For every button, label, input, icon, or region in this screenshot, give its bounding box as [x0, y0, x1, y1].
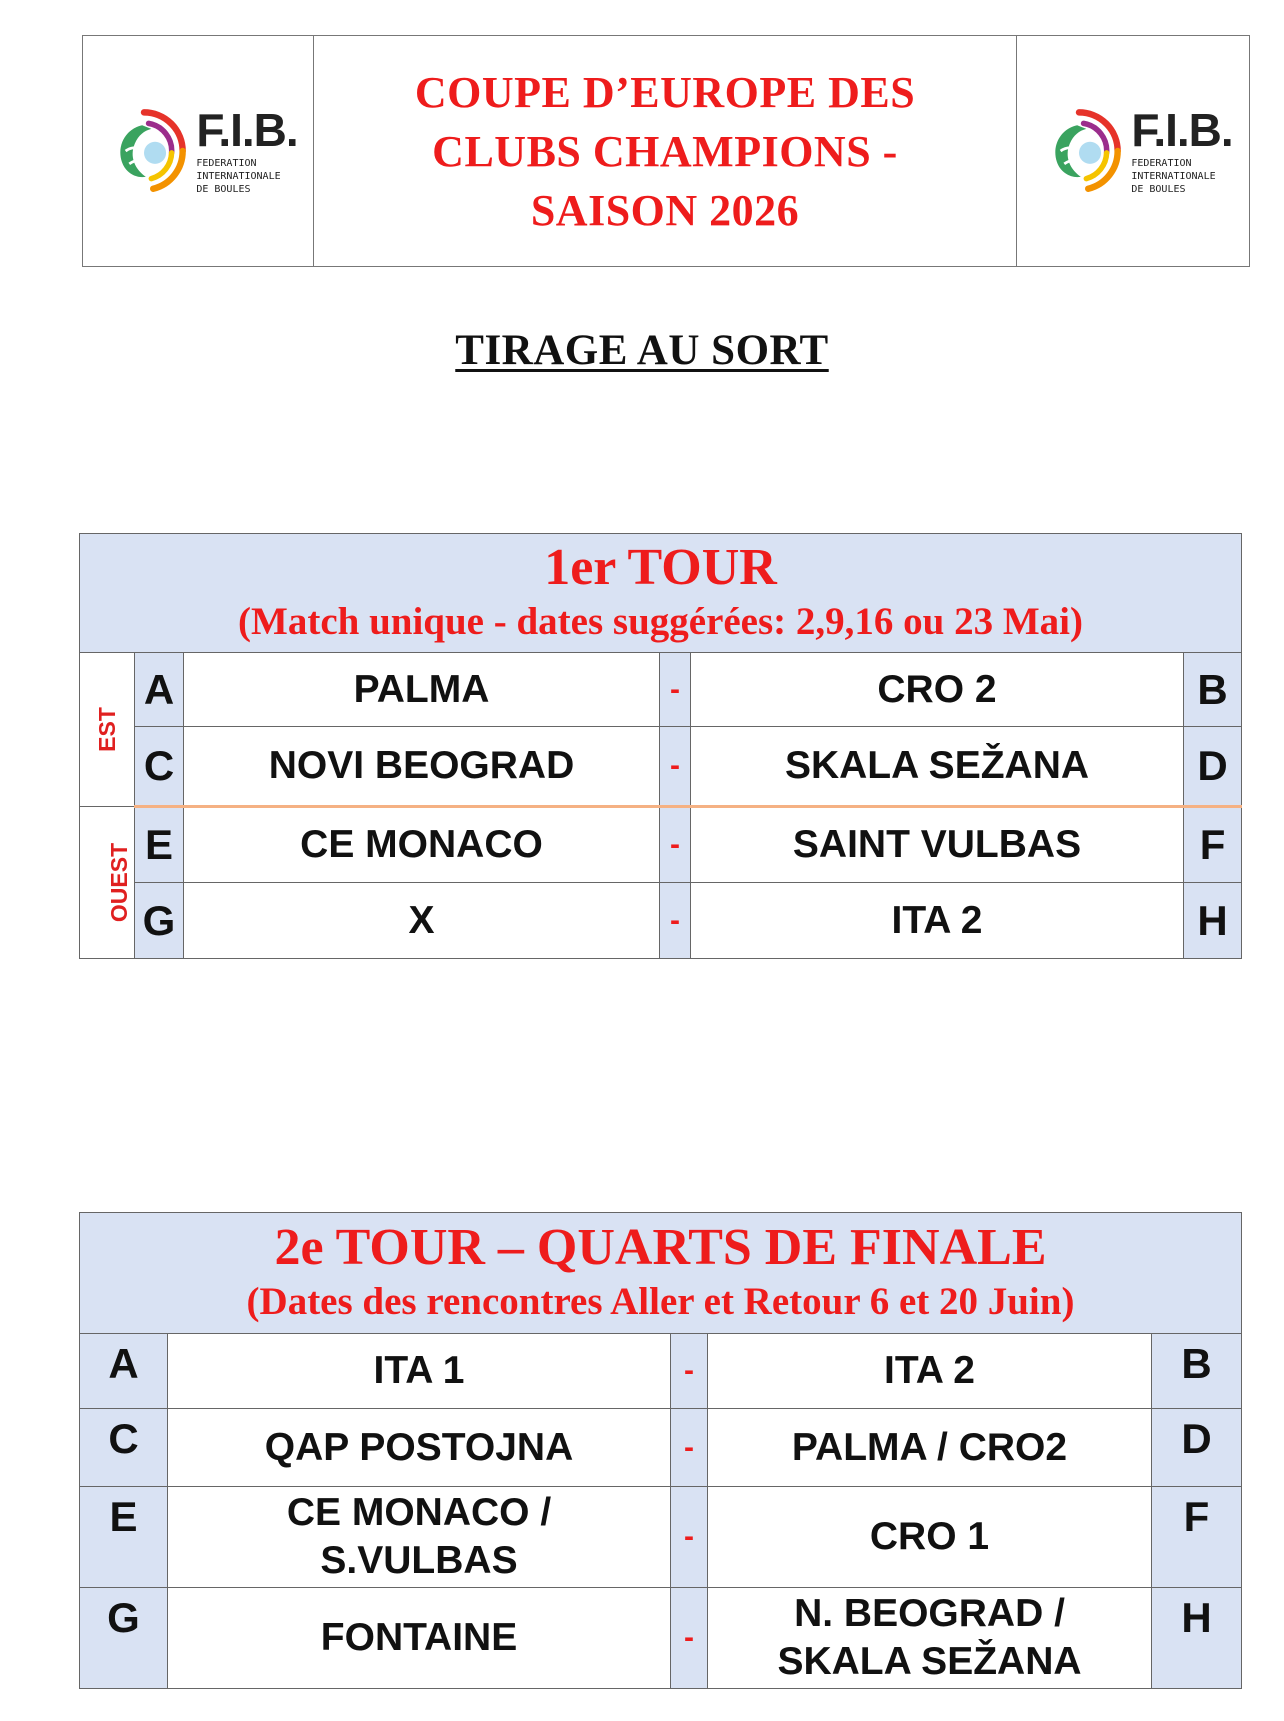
right-letter: D — [1152, 1409, 1242, 1487]
home-team: ITA 1 — [168, 1334, 671, 1409]
round1-title: 1er TOUR — [544, 539, 777, 596]
round1-header — [80, 534, 1242, 653]
right-letter: F — [1184, 807, 1242, 883]
home-team: FONTAINE — [168, 1588, 671, 1689]
right-letter: B — [1184, 653, 1242, 727]
right-letter: B — [1152, 1334, 1242, 1409]
logo-abbreviation: F.I.B. — [1131, 103, 1233, 156]
home-team: X — [184, 883, 660, 959]
logo-line: DE BOULES — [1131, 183, 1186, 195]
left-letter: A — [135, 653, 184, 727]
right-letter: H — [1184, 883, 1242, 959]
away-team: PALMA / CRO2 — [708, 1409, 1152, 1487]
round2-subtitle: (Dates des rencontres Aller et Retour 6 et 20 Juin) — [246, 1280, 1075, 1323]
fib-boule-icon — [98, 105, 190, 197]
away-team: SKALA SEŽANA — [691, 727, 1184, 807]
title-line: CLUBS CHAMPIONS - — [432, 126, 898, 176]
left-letter: G — [135, 883, 184, 959]
home-team: CE MONACO / S.VULBAS — [168, 1487, 671, 1588]
table-row — [80, 1409, 1242, 1487]
title-line: SAISON 2026 — [530, 185, 800, 235]
logo-left — [83, 36, 313, 266]
match-separator: - — [660, 727, 691, 807]
fib-boule-icon — [1033, 105, 1125, 197]
table-row — [80, 807, 1242, 883]
zone-label-est: EST — [80, 653, 135, 807]
table-row — [80, 1487, 1242, 1588]
right-letter: D — [1184, 727, 1242, 807]
draw-title-text: TIRAGE AU SORT — [455, 327, 829, 374]
match-separator: - — [660, 883, 691, 959]
away-team: ITA 2 — [708, 1334, 1152, 1409]
match-separator: - — [660, 807, 691, 883]
home-team: PALMA — [184, 653, 660, 727]
table-row — [80, 1588, 1242, 1689]
table-row — [80, 727, 1242, 807]
zone-label-ouest: OUEST — [80, 807, 135, 959]
right-letter: H — [1152, 1588, 1242, 1689]
logo-right — [1017, 36, 1249, 266]
fib-logo — [1033, 105, 1232, 197]
away-team: ITA 2 — [691, 883, 1184, 959]
away-team: SAINT VULBAS — [691, 807, 1184, 883]
round1-subtitle: (Match unique - dates suggérées: 2,9,16 ou 23 Mai) — [238, 600, 1083, 643]
away-team: CRO 1 — [708, 1487, 1152, 1588]
logo-line: FEDERATION — [1131, 157, 1192, 169]
right-letter: F — [1152, 1487, 1242, 1588]
match-separator: - — [671, 1588, 708, 1689]
logo-line: DE BOULES — [196, 183, 251, 195]
left-letter: C — [80, 1409, 168, 1487]
logo-line: INTERNATIONALE — [196, 170, 281, 182]
away-team: N. BEOGRAD / SKALA SEŽANA — [708, 1588, 1152, 1689]
title-line: COUPE D’EUROPE DES — [414, 67, 916, 117]
left-letter: E — [80, 1487, 168, 1588]
left-letter: A — [80, 1334, 168, 1409]
round2-table — [79, 1212, 1242, 1689]
left-letter: G — [80, 1588, 168, 1689]
match-separator: - — [671, 1487, 708, 1588]
match-separator: - — [671, 1334, 708, 1409]
table-row — [80, 883, 1242, 959]
round2-header — [80, 1213, 1242, 1334]
left-letter: C — [135, 727, 184, 807]
home-team: NOVI BEOGRAD — [184, 727, 660, 807]
logo-line: INTERNATIONALE — [1131, 170, 1216, 182]
home-team: CE MONACO — [184, 807, 660, 883]
table-row — [80, 1334, 1242, 1409]
away-team: CRO 2 — [691, 653, 1184, 727]
fib-logo — [98, 105, 297, 197]
draw-title — [0, 326, 1284, 375]
match-separator: - — [671, 1409, 708, 1487]
round2-title: 2e TOUR – QUARTS DE FINALE — [274, 1219, 1047, 1276]
table-row — [80, 653, 1242, 727]
round1-table — [79, 533, 1242, 959]
header-box — [82, 35, 1250, 267]
home-team: QAP POSTOJNA — [168, 1409, 671, 1487]
left-letter: E — [135, 807, 184, 883]
logo-line: FEDERATION — [196, 157, 257, 169]
logo-abbreviation: F.I.B. — [196, 103, 298, 156]
match-separator: - — [660, 653, 691, 727]
competition-title — [313, 36, 1017, 266]
